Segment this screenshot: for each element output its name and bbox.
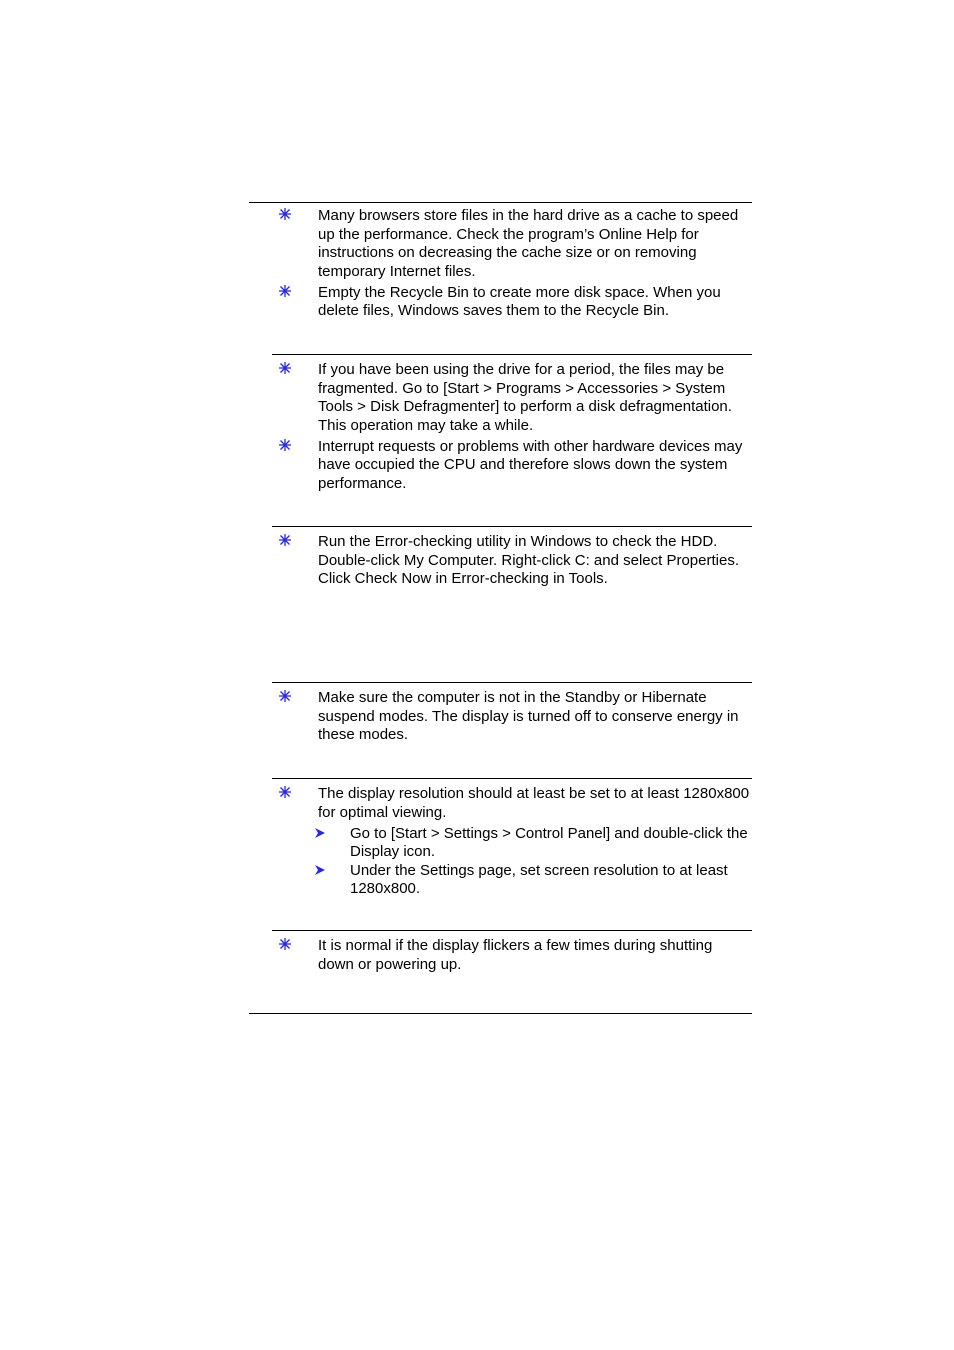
item-text: Make sure the computer is not in the Standby or Hibernate suspend modes. The display is turned off to conserve energy in these modes.: [318, 689, 739, 743]
list-item: [272, 785, 752, 822]
list-item: [272, 533, 752, 589]
section-divider: [272, 930, 752, 931]
sub-item-text: Under the Settings page, set screen resolution to at least 1280x800.: [350, 861, 728, 897]
top-divider: [249, 202, 752, 203]
section-divider: [272, 682, 752, 683]
list-item: [272, 937, 752, 974]
section-divider: [272, 526, 752, 527]
snowflake-asterisk-icon: [278, 207, 292, 221]
sub-list-item: [272, 825, 752, 862]
arrowhead-right-icon: [314, 827, 326, 839]
list-item: [272, 207, 752, 281]
section-error-checking: [272, 533, 752, 591]
snowflake-asterisk-icon: [278, 438, 292, 452]
list-item: [272, 361, 752, 435]
list-item: [272, 438, 752, 494]
arrowhead-right-icon: [314, 864, 326, 876]
snowflake-asterisk-icon: [278, 785, 292, 799]
snowflake-asterisk-icon: [278, 284, 292, 298]
section-standby: [272, 689, 752, 747]
snowflake-asterisk-icon: [278, 937, 292, 951]
item-text: If you have been using the drive for a period, the files may be fragmented. Go to [Start > Programs > Accessories > System Tools > Disk Defragmenter] to perform a disk defragmentation. This operation may take a while.: [318, 361, 732, 434]
list-item: [272, 284, 752, 321]
item-text: Run the Error-checking utility in Windows to check the HDD. Double-click My Computer. Right-click C: and select Properties. Click Check Now in Error-checking in Tools.: [318, 533, 739, 587]
snowflake-asterisk-icon: [278, 533, 292, 547]
sub-item-text: Go to [Start > Settings > Control Panel] and double-click the Display icon.: [350, 824, 748, 860]
section-performance: [272, 361, 752, 496]
list-item: [272, 689, 752, 745]
snowflake-asterisk-icon: [278, 689, 292, 703]
item-text: Interrupt requests or problems with other hardware devices may have occupied the CPU and therefore slows down the system performance.: [318, 437, 743, 492]
bottom-divider: [249, 1013, 752, 1014]
section-display-resolution: [272, 785, 752, 899]
item-text: Empty the Recycle Bin to create more disk space. When you delete files, Windows saves them to the Recycle Bin.: [318, 283, 721, 319]
section-disk-space: [272, 207, 752, 323]
section-display-flicker: [272, 937, 752, 977]
section-divider: [272, 354, 752, 355]
item-text: The display resolution should at least be set to at least 1280x800 for optimal viewing.: [318, 785, 750, 821]
sub-list-item: [272, 862, 752, 899]
section-divider: [272, 778, 752, 779]
snowflake-asterisk-icon: [278, 361, 292, 375]
item-text: It is normal if the display flickers a few times during shutting down or powering up.: [318, 937, 713, 973]
item-text: Many browsers store files in the hard drive as a cache to speed up the performance. Check the program’s Online Help for instructions on decreasing the cache size or on removing temporary Internet files.: [318, 207, 739, 280]
